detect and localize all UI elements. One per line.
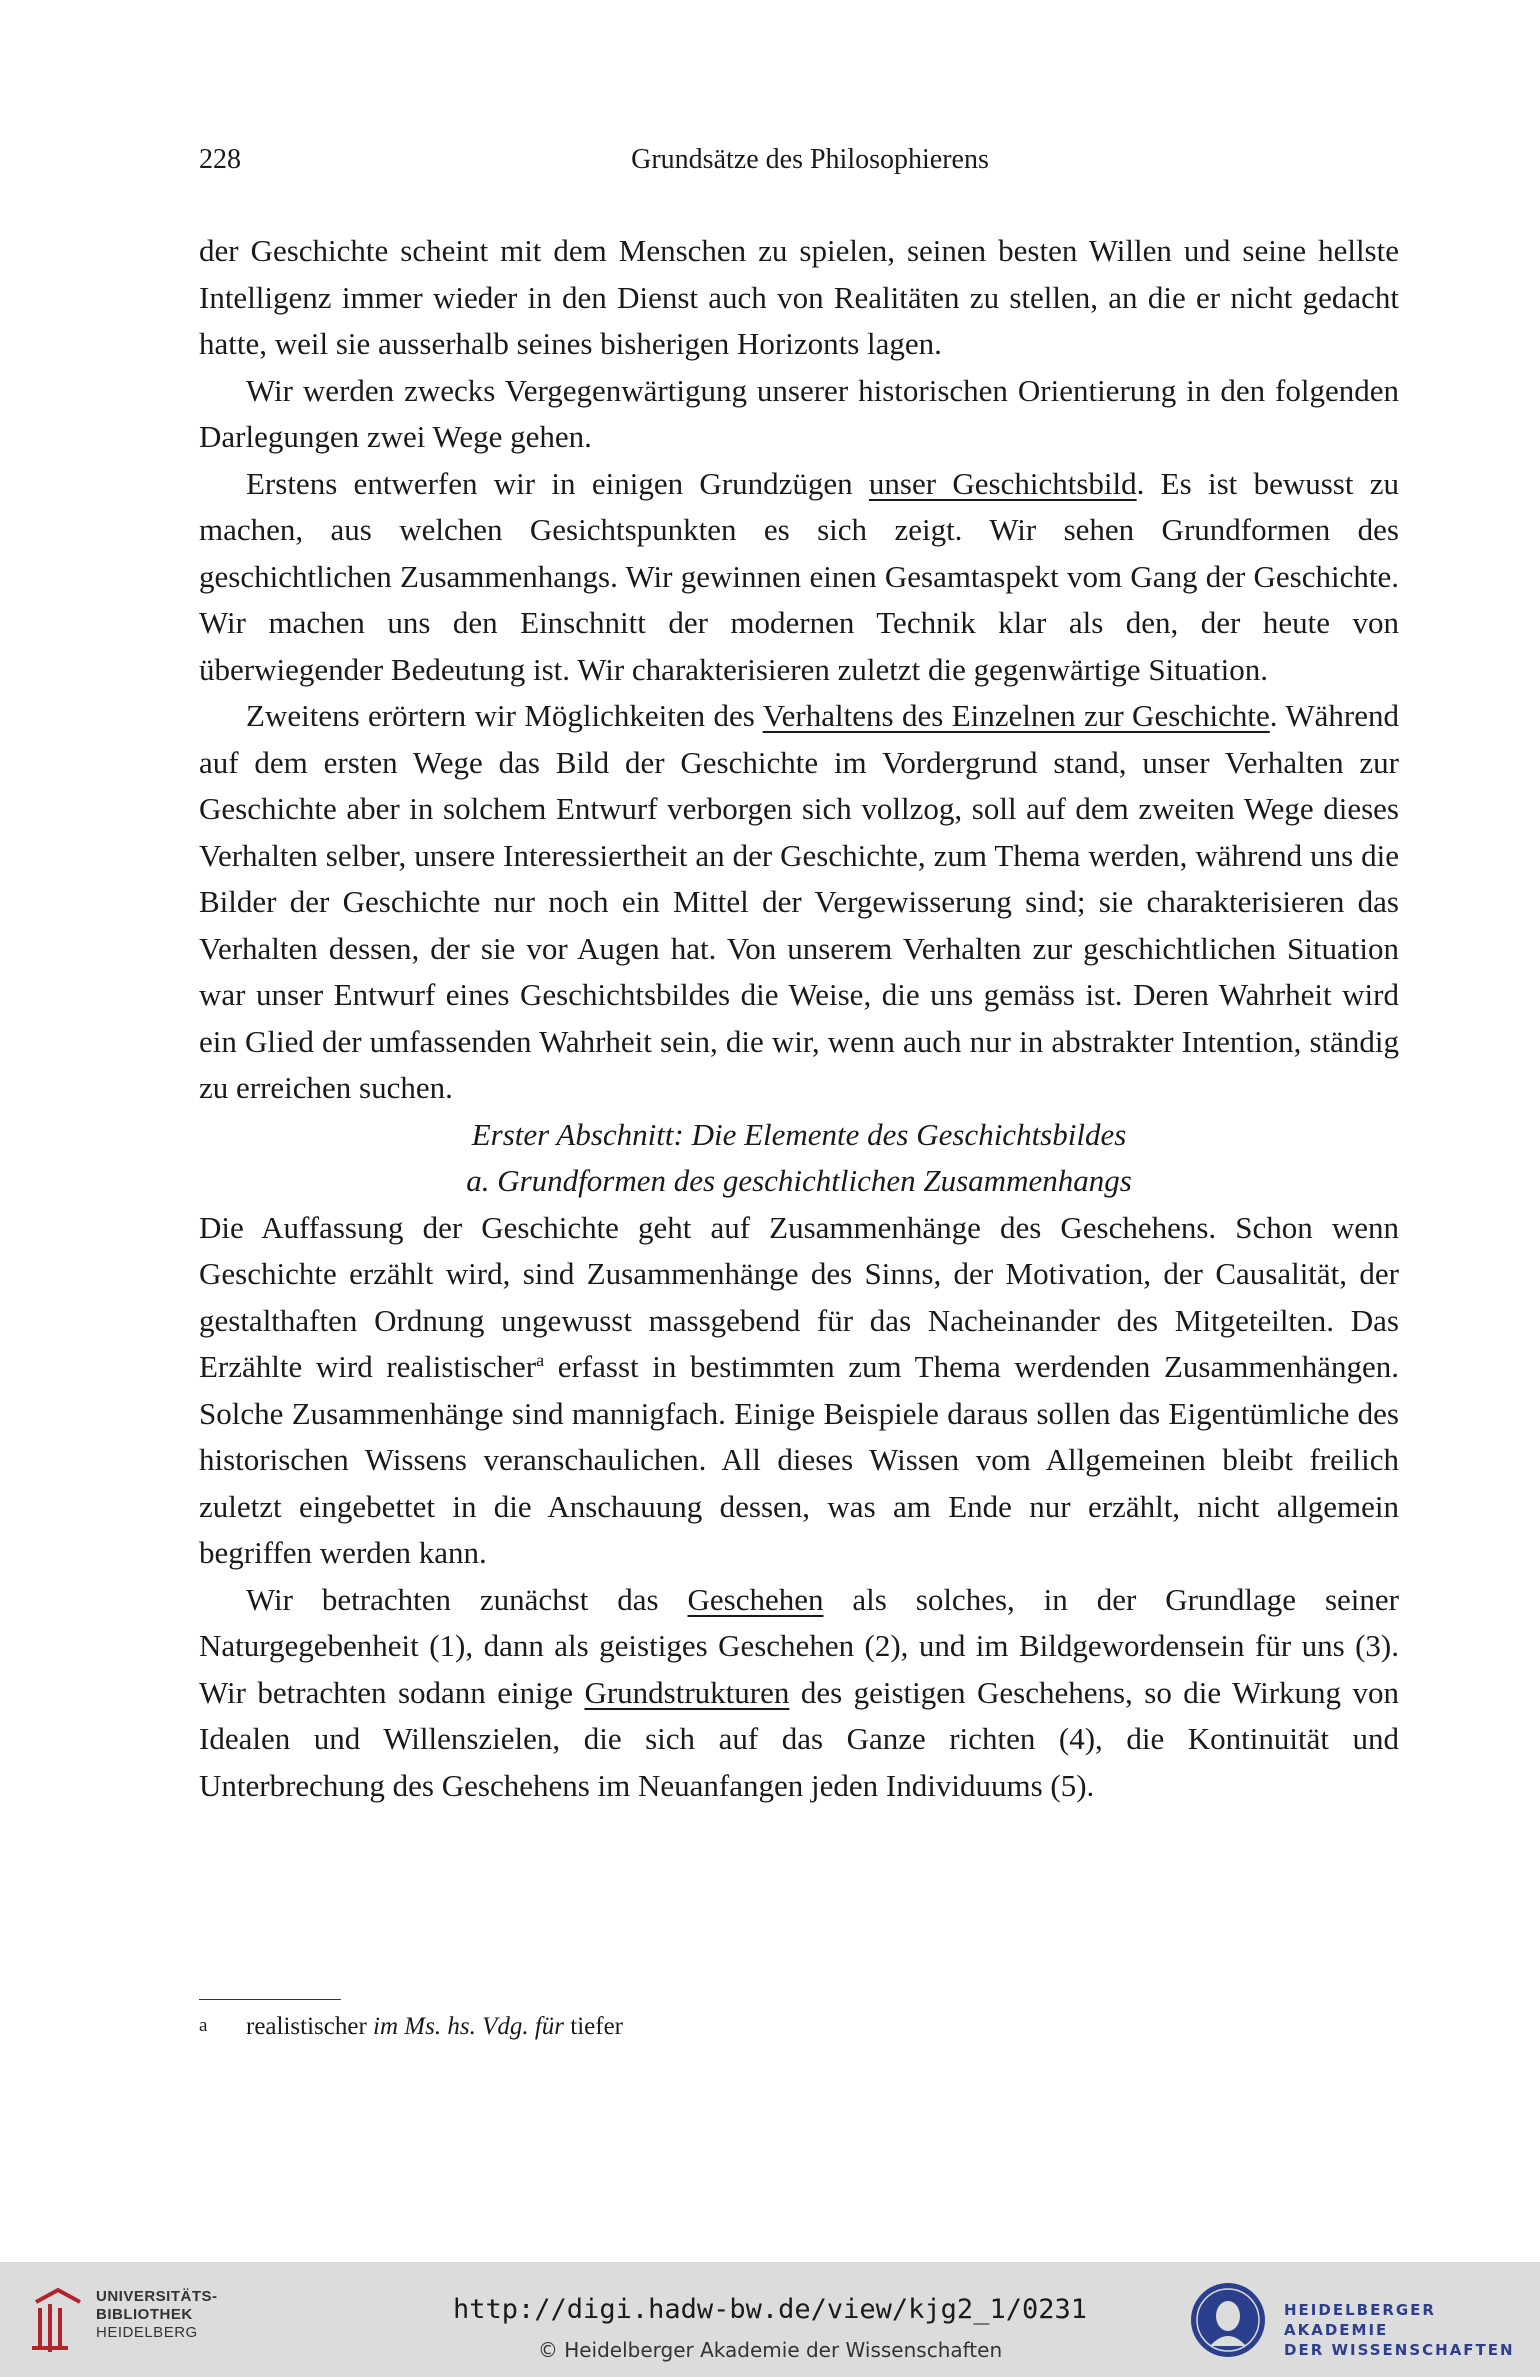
underlined-term: unser Geschichtsbild	[868, 465, 1137, 501]
underlined-term: Verhaltens des Einzelnen zur Geschichte	[762, 698, 1270, 733]
viewer-footer	[0, 2262, 1540, 2377]
footnote-mark: a	[199, 2015, 208, 2036]
underlined-term: Geschehen	[687, 1581, 824, 1617]
paragraph-6: Wir betrachten zunächst das Geschehen als solches, in der Grundlage seiner Naturgegebenheit (1), dann als geistiges Geschehen (2), und im Bildgewordensein für uns (3). Wir betrachten sodann einige Grundstrukturen des geistigen Geschehens, so die Wirkung von Idealen und Willenszielen, die sich auf das Ganze richten (4), die Kontinuität und Unterbrechung des Geschehens im Neuanfangen jeden Individuums (5).	[199, 1581, 1399, 1803]
paragraph-4: Zweitens erörtern wir Möglichkeiten des Verhaltens des Einzelnen zur Geschichte. Während auf dem ersten Wege das Bild der Geschichte im Vordergrund stand, unser Verhalten zur Geschichte aber in solchem Entwurf verborgen sich vollzog, soll auf dem zweiten Wege dieses Verhalten selber, unsere Interessiertheit an der Geschichte, zum Thema werden, während uns die Bilder der Geschichte nur noch ein Mittel der Vergewisserung sind; sie charakterisieren das Verhalten dessen, der sie vor Augen hat. Von unserem Verhalten zur geschichtlichen Situation war unser Entwurf eines Geschichtsbildes die Weise, die uns gemäss ist. Deren Wahrheit wird ein Glied der umfassenden Wahrheit sein, die wir, wenn auch nur in abstrakter Intention, ständig zu erreichen suchen.	[199, 698, 1399, 1105]
paragraph-1: der Geschichte scheint mit dem Menschen zu spielen, seinen besten Willen und seine hellste Intelligenz immer wieder in den Dienst auch von Realitäten zu stellen, an die er nicht gedacht hatte, weil sie ausserhalb seines bisherigen Horizonts lagen.	[199, 233, 1399, 361]
footnote: a realistischer im Ms. hs. Vdg. für tiefer	[199, 2008, 1399, 2045]
paragraph-3: Erstens entwerfen wir in einigen Grundzügen unser Geschichtsbild. Es ist bewusst zu machen, aus welchen Gesichtspunkten es sich zeigt. Wir sehen Grundformen des geschichtlichen Zusammenhangs. Wir gewinnen einen Gesamtaspekt vom Gang der Geschichte. Wir machen uns den Einschnitt der modernen Technik klar als den, der heute von überwiegender Bedeutung ist. Wir charakterisieren zuletzt die gegenwärtige Situation.	[199, 465, 1400, 687]
university-library-name: UNIVERSITÄTS- BIBLIOTHEK HEIDELBERG	[96, 2288, 218, 2341]
paragraph-2: Wir werden zwecks Vergegenwärtigung unserer historischen Orientierung in den folgenden Darlegungen zwei Wege gehen.	[199, 372, 1399, 454]
permalink-url[interactable]: http://digi.hadw-bw.de/view/kjg2_1/0231	[453, 2294, 1087, 2325]
academy-name: HEIDELBERGER AKADEMIE DER WISSENSCHAFTEN	[1284, 2301, 1515, 2359]
body-text	[199, 228, 1399, 1809]
academy-seal-icon[interactable]	[1188, 2280, 1268, 2360]
copyright-notice: © Heidelberger Akademie der Wissenschaften	[537, 2338, 1003, 2362]
running-head	[199, 138, 1399, 182]
page-number: 228	[199, 144, 241, 175]
footnote-reference[interactable]: a	[536, 1350, 545, 1370]
paragraph-5: Die Auffassung der Geschichte geht auf Zusammenhänge des Geschehens. Schon wenn Geschichte erzählt wird, sind Zusammenhänge des Sinns, der Motivation, der Causalität, der gestalthaften Ordnung ungewusst massgebend für das Nacheinander des Mitgeteilten. Das Erzählte wird realistischer$^a$ erfasst in bestimmten zum Thema werdenden Zusammenhängen. Solche Zusammenhänge sind mannigfach. Einige Beispiele daraus sollen das Eigentümliche des historischen Wissens veranschaulichen. All dieses Wissen vom Allgemeinen bleibt freilich zuletzt eingebettet in die Anschauung dessen, was am Ende nur erzählt, nicht allgemein begriffen werden kann.	[199, 1209, 1399, 1570]
running-title: Grundsätze des Philosophierens	[631, 144, 989, 175]
sub-heading: a. Grundformen des geschichtlichen Zusammenhangs	[466, 1163, 1132, 1198]
underlined-term: Grundstrukturen	[584, 1674, 790, 1710]
footnote-divider	[199, 1999, 341, 2000]
section-heading: Erster Abschnitt: Die Elemente des Geschichtsbildes	[471, 1116, 1127, 1152]
